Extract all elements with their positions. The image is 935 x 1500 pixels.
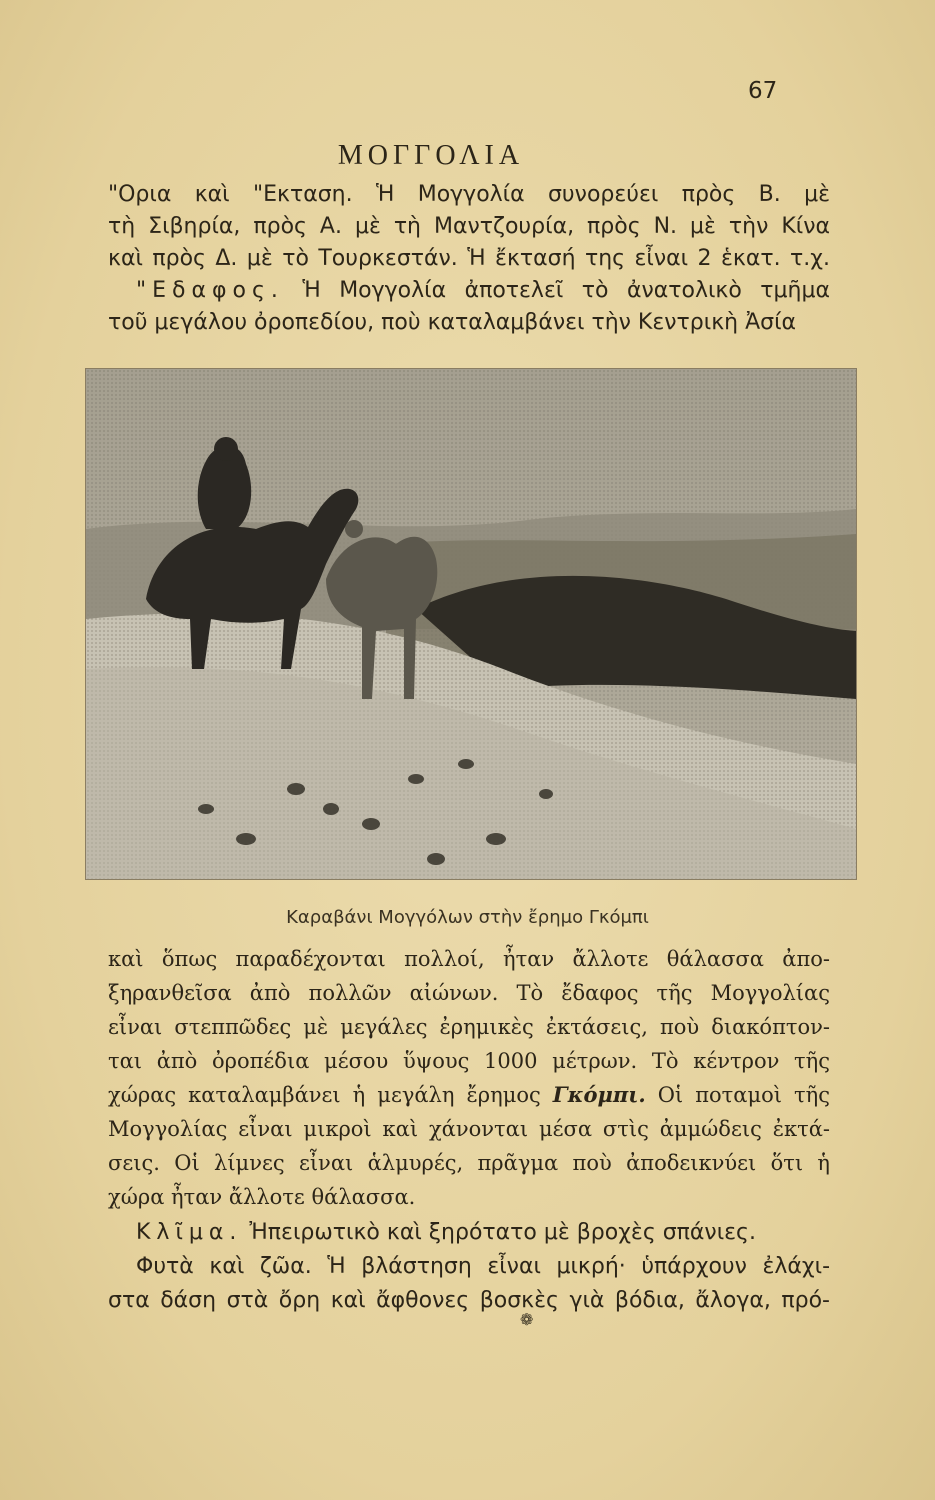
text-line: ται ἀπὸ ὀροπέδια μέσου ὕψους 1000 μέτρων. Τὸ κέντρον τῆς: [108, 1049, 830, 1073]
section-heading-edafos: "Εδαφος.: [136, 278, 284, 303]
section-text-edafos: Ἡ Μογγολία ἀποτελεῖ τὸ ἀνατολικὸ τμῆμα: [302, 278, 830, 303]
section-edafos-line: [136, 276, 830, 306]
text-segment: Οἱ ποταμοὶ τῆς: [657, 1083, 830, 1107]
text-segment: χώρας καταλαμβάνει ἡ μεγάλη ἔρημος: [108, 1083, 541, 1107]
page-title: ΜΟΓΓΟΛΙΑ: [337, 140, 525, 171]
section-heading-klima: Κλῖμα.: [136, 1220, 243, 1245]
section-klima-line: [136, 1218, 830, 1248]
caravan-photo: [85, 368, 857, 880]
section-fyta-line: [136, 1252, 830, 1282]
photo-caption: Καραβάνι Μογγόλων στὴν ἔρημο Γκόμπι: [286, 907, 649, 928]
text-line-gobi: [108, 1080, 830, 1110]
ornament-icon: ❁: [520, 1310, 534, 1329]
section-text-klima: Ἠπειρωτικὸ καὶ ξηρότατο μὲ βροχὲς σπάνιες.: [249, 1220, 756, 1245]
text-line: σεις. Οἱ λίμνες εἶναι ἁλμυρές, πρᾶγμα ποὺ ἀποδεικνύει ὅτι ἡ: [108, 1151, 830, 1175]
text-line: ξηρανθεῖσα ἀπὸ πολλῶν αἰώνων. Τὸ ἔδαφος τῆς Μογγολίας: [108, 981, 830, 1005]
text-line: καὶ ὅπως παραδέχονται πολλοί, ἦταν ἄλλοτε θάλασσα ἀπο-: [108, 947, 830, 971]
text-line: Μογγολίας εἶναι μικροὶ καὶ χάνονται μέσα στὶς ἀμμώδεις ἐκτά-: [108, 1117, 830, 1141]
gobi-emphasis: Γκόμπι.: [552, 1082, 646, 1107]
section-text-fyta: Ἡ βλάστηση εἶναι μικρή· ὑπάρχουν ἐλάχι-: [327, 1254, 831, 1279]
text-line: στα δάση στὰ ὄρη καὶ ἄφθονες βοσκὲς γιὰ βόδια, ἄλογα, πρό-: [108, 1288, 830, 1313]
text-line: εἶναι στεππῶδες μὲ μεγάλες ἐρημικὲς ἐκτάσεις, ποὺ διακόπτον-: [108, 1015, 830, 1039]
text-line: "Ορια καὶ "Εκταση. Ἡ Μογγολία συνορεύει πρὸς Β. μὲ: [108, 182, 830, 207]
text-line: καὶ πρὸς Δ. μὲ τὸ Τουρκεστάν. Ἡ ἔκτασή της εἶναι 2 ἑκατ. τ.χ.: [108, 246, 830, 271]
text-line: τὴ Σιβηρία, πρὸς Α. μὲ τὴ Μαντζουρία, πρὸς Ν. μὲ τὴν Κίνα: [108, 214, 830, 239]
text-line: τοῦ μεγάλου ὀροπεδίου, ποὺ καταλαμβάνει τὴν Κεντρικὴ Ἀσία: [108, 310, 797, 335]
page-number: 67: [748, 78, 778, 104]
section-heading-fyta: Φυτὰ καὶ ζῶα.: [136, 1254, 312, 1279]
desert-caravan-illustration: [86, 369, 856, 879]
text-line: χώρα ἦταν ἄλλοτε θάλασσα.: [108, 1185, 416, 1209]
